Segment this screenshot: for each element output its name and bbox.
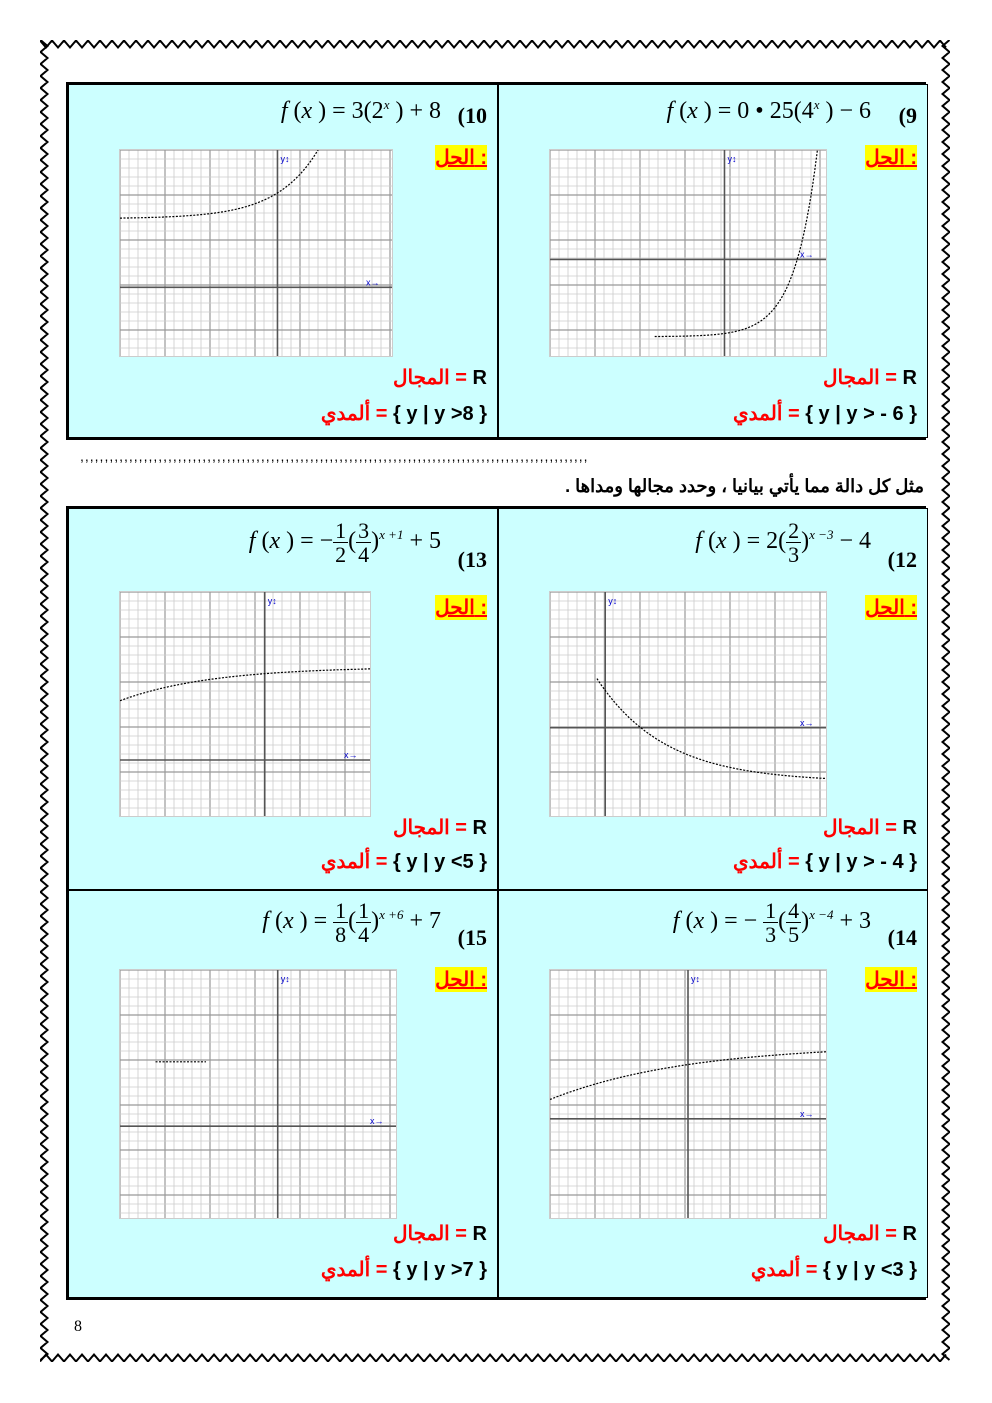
- y-axis-label: y↕: [280, 154, 290, 164]
- y-axis-label: y↕: [280, 974, 290, 984]
- function-graph: [549, 591, 827, 817]
- range-line: ألمدي = { y | y >8 }: [320, 403, 487, 425]
- y-axis-label: y↕: [608, 596, 618, 606]
- x-axis-label: x→: [344, 750, 358, 760]
- domain-line: المجال = R: [822, 367, 917, 389]
- function-graph: [549, 149, 827, 357]
- x-axis-label: x→: [366, 277, 380, 288]
- solution-label: الحل :: [865, 597, 917, 619]
- range-line: ألمدي = { y | y <5 }: [320, 851, 487, 873]
- problem-9-cell: [498, 84, 928, 438]
- solution-label: الحل :: [435, 969, 487, 991]
- solution-label: الحل :: [865, 147, 917, 169]
- x-axis-label: x→: [370, 1116, 384, 1127]
- x-axis-label: x→: [800, 717, 814, 728]
- x-axis-label: x→: [800, 249, 814, 260]
- solution-label: الحل :: [865, 969, 917, 991]
- domain-line: المجال = R: [822, 1223, 917, 1245]
- solution-label: الحل :: [435, 597, 487, 619]
- problem-number: (9: [898, 103, 917, 128]
- x-axis-label: x→: [800, 1108, 814, 1119]
- problem-number: (12: [887, 547, 917, 572]
- domain-line: المجال = R: [822, 817, 917, 839]
- problem-formula: f (x ) = − $\frac{1}{3}$ ( $\frac{4}{5}$ )$^{x -4}$ + 3: [672, 898, 871, 948]
- y-axis-label: y↕: [727, 154, 737, 164]
- function-graph: [119, 591, 371, 817]
- problem-number: (15: [457, 925, 487, 950]
- problem-formula: f (x ) = 2( $\frac{2}{3}$ )$^{x -3}$ − 4: [695, 518, 871, 568]
- function-graph: [549, 969, 827, 1219]
- page-number: 8: [74, 1318, 82, 1335]
- problem-12-cell: [498, 508, 928, 890]
- dotted-separator: ,,,,,,,,,,,,,,,,,,,,,,,,,,,,,,,,,,,,,,,,,,,,,,,,,,,,,,,,,,,,,,,,,,,,,,,,,,,,,,,,,,,,,,,,,,,,,,,,,,,,,,,,: [80, 448, 589, 464]
- domain-line: المجال = R: [392, 367, 487, 389]
- problem-number: (13: [457, 547, 487, 572]
- problem-15-cell: [68, 890, 498, 1298]
- function-graph: [119, 969, 397, 1219]
- problem-formula: f (x ) = − $\frac{1}{2}$ ( $\frac{3}{4}$ )$^{x +1}$ + 5: [248, 518, 441, 568]
- range-line: ألمدي = { y | y >7 }: [320, 1259, 487, 1281]
- problem-formula: f (x ) = $\frac{1}{8}$ ( $\frac{1}{4}$ )$^{x +6}$ + 7: [262, 898, 441, 948]
- function-curve: [120, 669, 370, 701]
- domain-line: المجال = R: [392, 817, 487, 839]
- y-axis-label: y↕: [267, 596, 277, 606]
- problem-number: (10: [457, 103, 487, 128]
- range-line: ألمدي = { y | y <3 }: [750, 1259, 917, 1281]
- range-line: ألمدي = { y | y > - 4 }: [733, 851, 917, 873]
- problems-block-bottom: [66, 506, 926, 1300]
- solution-label: الحل :: [435, 147, 487, 169]
- problem-formula: f (x ) = 0 • 25(4$^x$ ) − 6: [666, 97, 871, 124]
- range-line: ألمدي = { y | y > - 6 }: [733, 403, 917, 425]
- domain-line: المجال = R: [392, 1223, 487, 1245]
- problem-number: (14: [887, 925, 917, 950]
- y-axis-label: y↕: [691, 974, 700, 984]
- problem-formula: f (x ) = $3(2^x$ ) + 8: [280, 97, 441, 124]
- problems-block-top: [66, 82, 926, 440]
- problem-14-cell: [498, 890, 928, 1298]
- instruction-text: مثل كل دالة مما يأتي بيانيا ، وحدد مجالها ومداها .: [565, 476, 924, 496]
- problem-13-cell: [68, 508, 498, 890]
- problem-10-cell: [68, 84, 498, 438]
- function-graph: [119, 149, 393, 357]
